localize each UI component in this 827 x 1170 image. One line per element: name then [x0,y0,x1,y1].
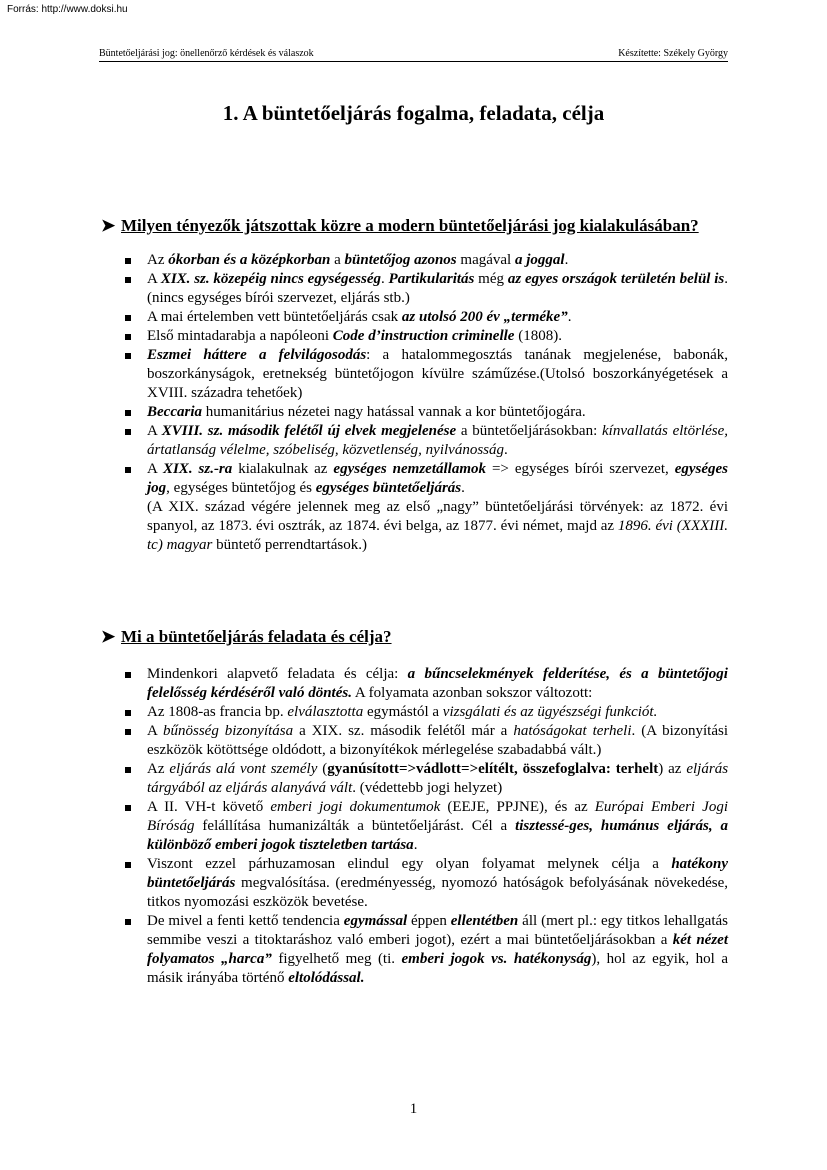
text-segment: A [147,271,161,287]
list-item [101,703,728,722]
list-item [101,798,728,855]
arrow-bullet-icon: ➤ [101,627,116,646]
square-bullet-icon [125,862,131,868]
text-segment: megvalósítása. (eredményesség, nyomozó hatóságok befolyásának növekedése, titkos nyomozási eszközök bevetése. [147,875,728,910]
emphasized-text: Beccaria [147,404,202,420]
text-segment: De mivel a fenti kettő tendencia [147,913,344,929]
list-item [101,403,728,422]
text-segment: Az [147,252,169,268]
text-segment: => egységes bírói szervezet, [486,461,675,477]
section-2-list [101,665,728,988]
header-author: Készítette: Székely György [618,48,728,59]
emphasized-text: vizsgálati és az ügyészségi funkciót. [442,704,658,720]
emphasized-text: hatékony büntetőeljárás [147,856,728,891]
square-bullet-icon [125,767,131,773]
emphasized-text: Európai Emberi Jogi Bíróság [147,799,728,834]
square-bullet-icon [125,672,131,678]
square-bullet-icon [125,710,131,716]
text-segment: . [461,480,465,496]
page-title: 1. A büntetőeljárás fogalma, feladata, célja [222,101,605,125]
emphasized-text: hatóságokat terheli [513,723,632,739]
text-segment: büntető perrendtartások.) [212,537,367,553]
emphasized-text: eltolódással. [288,970,365,986]
section-1-question [101,215,728,237]
emphasized-text: ókorban és a középkorban [168,252,331,268]
list-item [101,327,728,346]
emphasized-text: a bűncselekmények felderítése, és a büntetőjogi felelősség kérdéséről való döntés. [147,666,728,701]
section-1-continuation [101,498,728,555]
arrow-bullet-icon: ➤ [101,216,116,235]
square-bullet-icon [125,334,131,340]
text-segment: Első mintadarabja a napóleoni [147,328,333,344]
text-segment: (A XIX. század végére jelennek meg az első „nagy” büntetőeljárási törvények: az 1872. évi spanyol, az 1873. évi osztrák, az 1874. évi belga, az 1877. évi német, majd az [147,499,728,534]
emphasized-text: ellentétben [450,913,519,929]
emphasized-text: egymással [343,913,408,929]
text-segment: felállítása humanizálták a büntetőeljárást. Cél a [194,818,516,834]
square-bullet-icon [125,429,131,435]
emphasized-text: eljárás tárgyából az eljárás alanyává vált [147,761,729,796]
emphasized-text: Eszmei háttere a felvilágosodás [147,347,367,363]
emphasized-text: bűnösség bizonyítása [162,723,294,739]
text-segment: A [147,423,162,439]
text-segment: kialakulnak az [232,461,334,477]
list-item [101,665,728,703]
text-segment: . [564,252,569,268]
emphasized-text: tisztessé-ges, humánus eljárás, a különböző emberi jogok tiszteletben tartása [147,818,728,853]
list-item [101,855,728,912]
emphasized-text: az utolsó 200 év „terméke” [401,309,568,325]
text-segment: ( [317,761,328,777]
page-number: 1 [409,1101,418,1117]
text-segment: (1808). [514,328,562,344]
square-bullet-icon [125,729,131,735]
section-1 [101,215,728,555]
square-bullet-icon [125,315,131,321]
list-item [101,760,728,798]
section-1-question-text: Milyen tényezők játszottak közre a modern büntetőeljárási jog kialakulásában? [121,216,699,235]
text-segment: a XIX. sz. második felétől már a [293,723,514,739]
text-segment: még [474,271,508,287]
text-segment: . [504,442,508,458]
text-segment: Az 1808-as francia bp. [147,704,288,720]
section-2-question-text: Mi a büntetőeljárás feladata és célja? [121,627,392,646]
text-segment: figyelhető meg (ti. [271,951,402,967]
text-segment: . [413,837,418,853]
text-segment: ) az [658,761,687,777]
list-item [101,251,728,270]
text-segment: A [147,461,163,477]
emphasized-text: XIX. sz. közepéig nincs egységesség [160,271,381,287]
emphasized-text: XIX. sz.-ra [162,461,233,477]
text-segment: A II. VH-t követő [147,799,271,815]
header-document-title: Büntetőeljárási jog: önellenőrző kérdések és válaszok [99,48,314,59]
emphasized-text: eljárás alá vont személy [169,761,318,777]
text-segment: ), hol az egyik, hol a másik irányába történő [147,951,728,986]
list-item [101,722,728,760]
emphasized-text: Code d’instruction criminelle [332,328,515,344]
text-segment: éppen [407,913,451,929]
text-segment: A [147,723,163,739]
text-segment: . [380,271,389,287]
section-1-list [101,251,728,498]
text-segment: Mindenkori alapvető feladata és célja: [147,666,408,682]
emphasized-text: emberi jogok vs. hatékonyság [401,951,592,967]
emphasized-text: két nézet folyamatos „harca” [147,932,728,967]
text-segment: . (nincs egységes bírói szervezet, eljárás stb.) [147,271,729,306]
square-bullet-icon [125,467,131,473]
list-item [101,346,728,403]
square-bullet-icon [125,805,131,811]
text-segment: Viszont ezzel párhuzamosan elindul egy olyan folyamat melynek célja a [147,856,672,872]
text-segment: . (védettebb jogi helyzet) [352,780,503,796]
emphasized-text: egységes jog [147,461,729,496]
source-url: Forrás: http://www.doksi.hu [7,4,128,15]
text-segment: a büntetőeljárásokban: [456,423,602,439]
text-segment: A mai értelemben vett büntetőeljárás csak [147,309,402,325]
emphasized-text: az egyes országok területén belül is [507,271,725,287]
list-item [101,912,728,988]
emphasized-text: egységes nemzetállamok [333,461,487,477]
text-segment: Az [147,761,170,777]
square-bullet-icon [125,353,131,359]
emphasized-text: 1896. évi (XXXIII. tc) magyar [147,518,728,553]
emphasized-text: a joggal [514,252,565,268]
text-segment: áll (mert pl.: egy titkos lehallgatás semmibe veszi a titoktaráshoz való emberi jogot), ezért a mai büntetőeljárásokban a [147,913,728,948]
text-segment: a [330,252,345,268]
text-segment: egymástól a [363,704,443,720]
text-segment: humanitárius nézetei nagy hatással vannak a kor büntetőjogára. [201,404,586,420]
emphasized-text: emberi jogi dokumentumok [270,799,441,815]
square-bullet-icon [125,277,131,283]
emphasized-text: kínvallatás eltörlése, ártatlanság vélelme, szóbeliség, közvetlenség, nyilvánosság [147,423,728,458]
square-bullet-icon [125,919,131,925]
list-item [101,422,728,460]
section-2 [101,626,728,988]
text-segment: : a hatalommegosztás tanának megjelenése, babonák, boszorkányságok, eretnekség büntetőjogon kívülre száműzése.(Utolsó boszorkányégetések a XVIII. századra tehetőek) [147,347,728,401]
text-segment: (EEJE, PPJNE), és az [440,799,595,815]
list-item [101,270,728,308]
page-header [99,47,728,62]
list-item [101,308,728,327]
square-bullet-icon [125,410,131,416]
section-2-question [101,626,728,648]
text-segment: magával [456,252,515,268]
list-item [101,460,728,498]
text-segment: A folyamata azonban sokszor változott: [351,685,593,701]
emphasized-text: büntetőjog azonos [344,252,457,268]
text-segment: . (A bizonyítási eszközök kötöttsége oldódott, a bizonyítékok mérlegelése szabadabbá vált.) [147,723,729,758]
emphasized-text: egységes büntetőeljárás [315,480,462,496]
text-segment: . [567,309,572,325]
emphasized-text: elválasztotta [287,704,364,720]
emphasized-text: gyanúsított=>vádlott=>elítélt, összefoglalva: terhelt [327,761,659,777]
text-segment: , egységes büntetőjog és [166,480,316,496]
emphasized-text: Partikularitás [388,271,475,287]
square-bullet-icon [125,258,131,264]
emphasized-text: XVIII. sz. második felétől új elvek megjelenése [161,423,457,439]
